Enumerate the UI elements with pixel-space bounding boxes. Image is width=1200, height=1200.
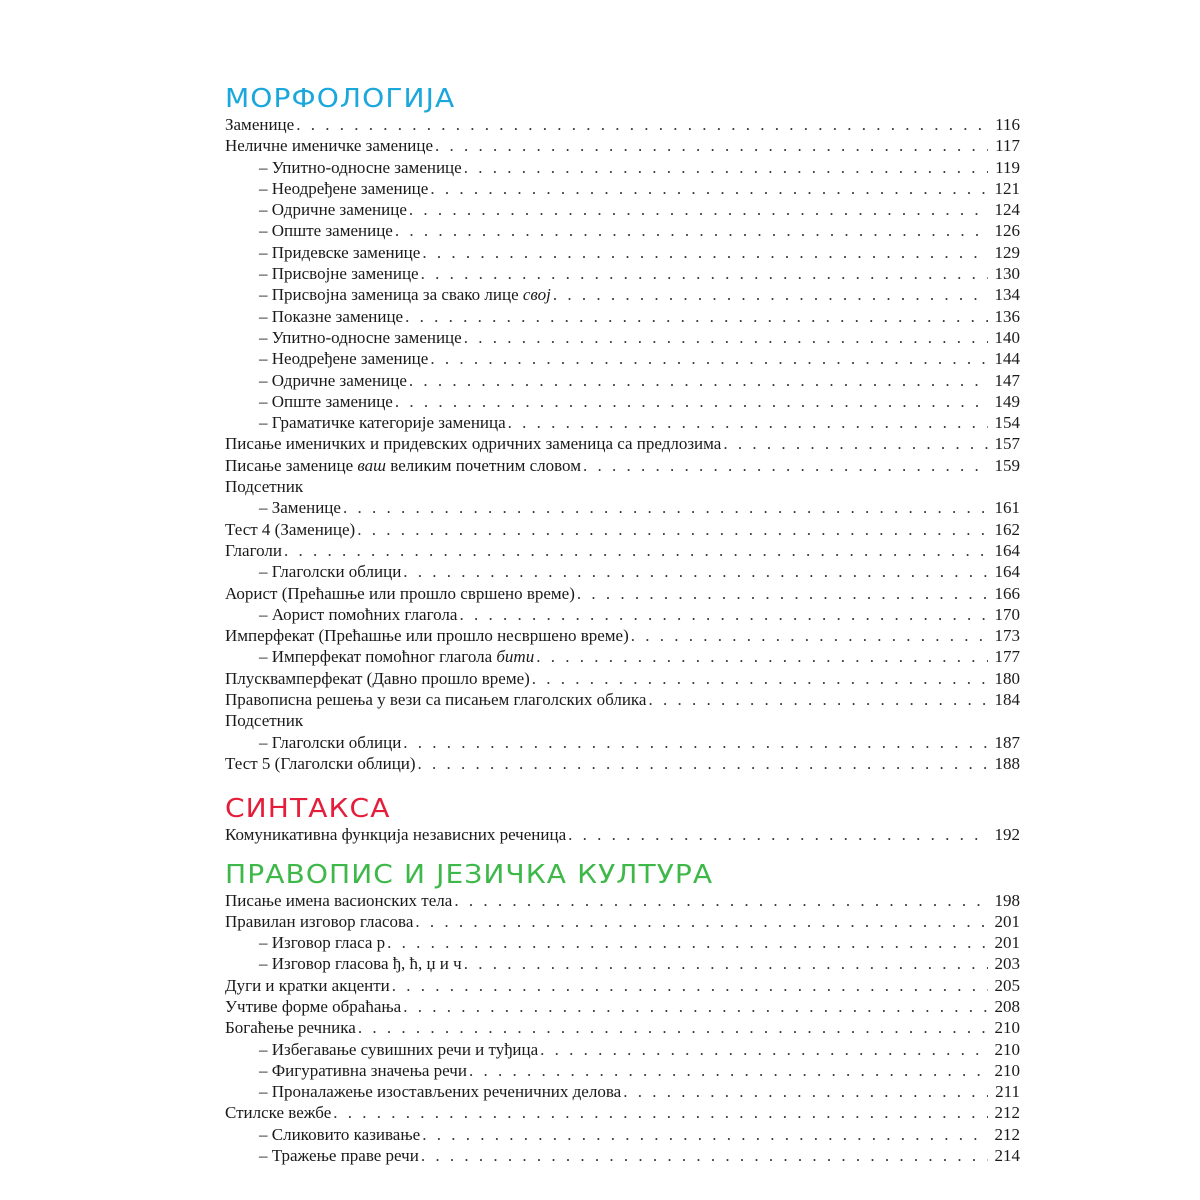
toc-entry (225, 1124, 1020, 1145)
toc-entry (225, 178, 1020, 199)
toc-entry-page: 134 (994, 285, 1020, 305)
toc-entry (225, 975, 1020, 996)
toc-entry-page: 210 (994, 1018, 1020, 1038)
toc-entry-page: 117 (995, 136, 1020, 156)
toc-entry-label: – Упитно-односне заменице (259, 157, 462, 177)
toc-entry (225, 932, 1020, 953)
toc-leader-dots (568, 824, 988, 845)
toc-entry-page: 210 (994, 1060, 1020, 1080)
toc-entry (225, 710, 1020, 731)
toc-entry-page: 129 (994, 242, 1020, 262)
toc-list-morfologija (225, 114, 1020, 774)
toc-leader-dots (648, 689, 988, 710)
toc-entry (225, 135, 1020, 156)
toc-entry-page: 116 (995, 115, 1020, 134)
toc-leader-dots (357, 519, 988, 540)
toc-entry-page: 159 (994, 455, 1020, 475)
toc-entry (225, 1060, 1020, 1081)
toc-entry-label: – Имперфекат помоћног глагола бити (259, 647, 535, 667)
toc-entry-label: Дуги и кратки акценти (225, 975, 390, 995)
toc-leader-dots (464, 157, 988, 178)
toc-entry (225, 540, 1020, 561)
toc-entry (225, 263, 1020, 284)
toc-entry-label: – Аорист помоћних глагола (259, 604, 458, 624)
toc-entry-page: 214 (994, 1146, 1020, 1166)
toc-entry (225, 953, 1020, 974)
toc-leader-dots (395, 220, 988, 241)
toc-entry-page: 180 (994, 668, 1020, 688)
toc-entry-label: Тест 4 (Заменице) (225, 519, 356, 539)
toc-entry-page: 208 (994, 996, 1020, 1016)
section-title-pravopis: ПРАВОПИС И ЈЕЗИЧКА КУЛТУРА (225, 859, 714, 890)
toc-entry-label: Подсетник (225, 477, 304, 497)
toc-entry-label: – Проналажење изостављених реченичних делова (259, 1082, 622, 1102)
toc-entry-page: 119 (995, 157, 1020, 177)
toc-entry (225, 455, 1020, 476)
toc-entry-label: Неличне именичке заменице (225, 136, 434, 156)
toc-entry (225, 561, 1020, 582)
toc-entry-label: – Глаголски облици (259, 732, 402, 752)
toc-entry-label: Писање имена васионских тела (225, 890, 453, 910)
toc-entry (225, 242, 1020, 263)
toc-entry (225, 327, 1020, 348)
toc-leader-dots (508, 412, 988, 433)
toc-leader-dots (422, 242, 988, 263)
toc-entry-page: 177 (994, 647, 1020, 667)
toc-entry (225, 824, 1020, 845)
toc-entry-label: Тест 5 (Глаголски облици) (225, 753, 416, 773)
toc-entry (225, 476, 1020, 497)
table-of-contents (225, 84, 1020, 1166)
toc-entry-label: – Одричне заменице (259, 370, 407, 390)
toc-leader-dots (421, 263, 988, 284)
toc-leader-dots (464, 327, 988, 348)
toc-entry (225, 412, 1020, 433)
toc-entry-page: 147 (994, 370, 1020, 390)
toc-entry-page: 121 (994, 178, 1020, 198)
toc-entry-label: Имперфекат (Прећашње или прошло несвршено време) (225, 626, 629, 646)
toc-entry-label: Подсетник (225, 711, 304, 731)
toc-entry-label: Аорист (Прећашње или прошло свршено време) (225, 583, 575, 603)
section-title-sintaksa: СИНТАКСА (225, 794, 391, 825)
toc-leader-dots (469, 1060, 988, 1081)
toc-leader-dots (403, 996, 988, 1017)
toc-list-pravopis (225, 890, 1020, 1167)
toc-leader-dots (409, 199, 988, 220)
toc-entry-label: – Присвојна заменица за свако лице свој (259, 285, 551, 305)
toc-entry-label: Комуникативна функција независних реченица (225, 825, 567, 845)
toc-entry-page: 170 (994, 604, 1020, 624)
toc-entry-page: 173 (994, 626, 1020, 646)
toc-entry-page: 184 (994, 690, 1020, 710)
toc-leader-dots (421, 1145, 988, 1166)
toc-entry (225, 157, 1020, 178)
toc-leader-dots (415, 911, 988, 932)
toc-entry-page: 210 (994, 1039, 1020, 1059)
toc-entry (225, 433, 1020, 454)
toc-entry-page: 130 (994, 264, 1020, 284)
toc-entry (225, 1017, 1020, 1038)
toc-leader-dots (454, 890, 988, 911)
toc-entry-page: 203 (994, 954, 1020, 974)
toc-entry (225, 1081, 1020, 1102)
toc-entry (225, 732, 1020, 753)
toc-entry-page: 212 (994, 1103, 1020, 1123)
toc-leader-dots (430, 348, 988, 369)
toc-entry (225, 348, 1020, 369)
toc-entry-label: Плусквамперфекат (Давно прошло време) (225, 668, 530, 688)
toc-entry (225, 519, 1020, 540)
toc-entry-label: Правописна решења у вези са писањем глаголских облика (225, 690, 647, 710)
toc-entry (225, 1039, 1020, 1060)
toc-list-sintaksa (225, 824, 1020, 845)
toc-entry-label: Писање именичких и придевских одричних заменица са предлозима (225, 434, 722, 454)
toc-entry-label: – Опште заменице (259, 221, 393, 241)
toc-entry-page: 161 (994, 498, 1020, 518)
toc-entry-label: – Показне заменице (259, 306, 404, 326)
toc-entry-label: Правилан изговор гласова (225, 911, 414, 931)
toc-entry-page: 201 (994, 911, 1020, 931)
toc-entry-page: 164 (994, 540, 1020, 560)
toc-leader-dots (577, 583, 988, 604)
toc-entry-label: Учтиве форме обраћања (225, 996, 402, 1016)
toc-entry-label: – Упитно-односне заменице (259, 327, 462, 347)
toc-entry (225, 1145, 1020, 1166)
toc-entry-label: Писање заменице ваш великим почетним словом (225, 455, 581, 475)
toc-leader-dots (343, 497, 988, 518)
toc-entry-label: – Одричне заменице (259, 200, 407, 220)
toc-entry-label: – Опште заменице (259, 391, 393, 411)
toc-entry (225, 497, 1020, 518)
toc-leader-dots (536, 646, 988, 667)
toc-entry (225, 284, 1020, 305)
toc-entry-label: – Заменице (259, 498, 341, 518)
toc-entry-page: 136 (994, 306, 1020, 326)
toc-leader-dots (540, 1039, 988, 1060)
toc-leader-dots (583, 455, 988, 476)
toc-entry-page: 212 (994, 1124, 1020, 1144)
toc-entry-page: 205 (994, 975, 1020, 995)
toc-leader-dots (464, 953, 988, 974)
toc-entry-page: 192 (994, 825, 1020, 845)
toc-entry-label: – Присвојне заменице (259, 264, 419, 284)
toc-entry-label: – Изговор гласова ђ, ћ, џ и ч (259, 954, 462, 974)
toc-leader-dots (403, 732, 988, 753)
toc-entry-page: 201 (994, 933, 1020, 953)
toc-entry-page: 166 (994, 583, 1020, 603)
toc-entry (225, 890, 1020, 911)
toc-leader-dots (392, 975, 988, 996)
toc-entry-label: – Глаголски облици (259, 562, 402, 582)
section-title-morfologija: МОРФОЛОГИЈА (225, 84, 456, 114)
toc-entry-label: – Неодређене заменице (259, 349, 429, 369)
toc-entry-page: 164 (994, 562, 1020, 582)
toc-entry-page: 154 (994, 413, 1020, 433)
toc-entry (225, 199, 1020, 220)
toc-entry-page: 126 (994, 221, 1020, 241)
toc-entry (225, 604, 1020, 625)
toc-leader-dots (358, 1017, 988, 1038)
toc-entry (225, 114, 1020, 135)
toc-leader-dots (284, 540, 988, 561)
toc-entry-label: – Сликовито казивање (259, 1124, 421, 1144)
toc-entry (225, 689, 1020, 710)
toc-entry-label: – Избегавање сувишних речи и туђица (259, 1039, 539, 1059)
toc-entry (225, 306, 1020, 327)
toc-leader-dots (296, 114, 988, 135)
toc-leader-dots (422, 1124, 988, 1145)
toc-entry-label: – Фигуративна значења речи (259, 1060, 467, 1080)
toc-entry-label: Стилске вежбе (225, 1103, 332, 1123)
toc-entry-label: – Придевске заменице (259, 242, 421, 262)
toc-leader-dots (395, 391, 988, 412)
toc-entry (225, 753, 1020, 774)
toc-entry-page: 144 (994, 349, 1020, 369)
toc-entry-label: Заменице (225, 115, 295, 134)
toc-leader-dots (409, 370, 988, 391)
toc-entry (225, 370, 1020, 391)
toc-entry (225, 911, 1020, 932)
toc-leader-dots (430, 178, 988, 199)
toc-leader-dots (459, 604, 988, 625)
toc-entry-label: – Изговор гласа р (259, 933, 386, 953)
toc-entry (225, 625, 1020, 646)
toc-entry (225, 1102, 1020, 1123)
toc-entry-page: 157 (994, 434, 1020, 454)
toc-entry-label: Глаголи (225, 540, 282, 560)
toc-entry-page: 187 (994, 732, 1020, 752)
toc-entry-page: 124 (994, 200, 1020, 220)
toc-entry-page: 188 (994, 753, 1020, 773)
toc-entry (225, 391, 1020, 412)
toc-entry-page: 162 (994, 519, 1020, 539)
toc-leader-dots (403, 561, 988, 582)
toc-entry-page: 198 (994, 890, 1020, 910)
toc-entry (225, 583, 1020, 604)
toc-leader-dots (623, 1081, 988, 1102)
toc-entry-label: – Граматичке категорије заменица (259, 413, 506, 433)
toc-entry-page: 149 (994, 391, 1020, 411)
toc-entry-page: 140 (994, 327, 1020, 347)
toc-leader-dots (723, 433, 988, 454)
toc-leader-dots (418, 753, 988, 774)
toc-leader-dots (532, 668, 988, 689)
toc-leader-dots (435, 135, 988, 156)
toc-leader-dots (631, 625, 988, 646)
toc-entry-label: – Тражење праве речи (259, 1146, 419, 1166)
toc-entry (225, 996, 1020, 1017)
toc-leader-dots (387, 932, 988, 953)
toc-entry-label: – Неодређене заменице (259, 178, 429, 198)
toc-leader-dots (405, 306, 988, 327)
toc-entry-label: Богаћење речника (225, 1018, 356, 1038)
toc-leader-dots (333, 1102, 988, 1123)
toc-leader-dots (553, 284, 988, 305)
toc-entry-page: 211 (995, 1082, 1020, 1102)
toc-entry (225, 220, 1020, 241)
toc-entry (225, 646, 1020, 667)
toc-entry (225, 668, 1020, 689)
